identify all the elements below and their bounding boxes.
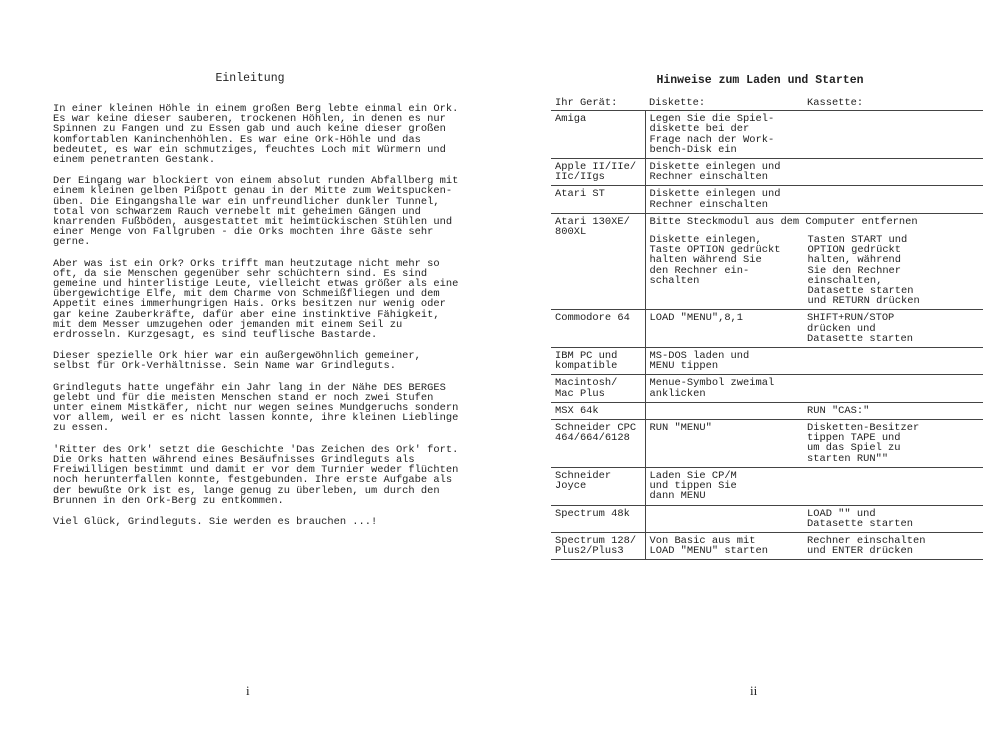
merged-cell xyxy=(645,213,983,310)
paragraph: Aber was ist ein Ork? Orks trifft man heutzutage nicht mehr so oft, da sie Menschen gegenüber sehr schüchtern sind. Es sind gemeine und hinterlistige Leute, vielleicht etwas größer als eine übergewichtige Elfe, mit dem Charme von Schmeißfliegen und dem Appetit eines immerhungrigen Hais. Orks besitzen nur wenig oder gar keine Zauberkräfte, dafür aber eine instinktive Fähigkeit, mit dem Messer umzugehen oder jemanden mit einem Seil zu erdrosseln. Kurzgesagt, es sind teuflische Bastarde. xyxy=(53,257,459,342)
table-row xyxy=(551,420,983,468)
device-cell: Spectrum 48k xyxy=(551,505,645,532)
table-row xyxy=(551,402,983,419)
paragraph: Grindleguts hatte ungefähr ein Jahr lang in der Nähe DES BERGES gelebt und für die meisten Menschen stand er noch zwei Stufen unter einem Mistkäfer, nicht nur wegen seines Mundgeruchs sondern vor allem, weil er es nicht lassen konnte, ihre kleinen Lieblinge zu essen. xyxy=(53,381,459,435)
disk-cell: MS-DOS laden und MENU tippen xyxy=(645,348,803,375)
table-row xyxy=(551,532,983,559)
tape-cell xyxy=(803,467,983,505)
disk-cell: Legen Sie die Spiel- diskette bei der Frage nach der Work- bench-Disk ein xyxy=(645,111,803,159)
paragraph: Der Eingang war blockiert von einem absolut runden Abfallberg mit einem kleinen gelben Pißpott genau in der Mitte zum Weitspucken- üben. Die Eingangshalle war ein unfreundlicher dunkler Tunnel, total von schwarzem Rauch vernebelt mit geheimen Gängen und knarrenden Fußböden, ausgestattet mit heimtückischen Stühlen und einer Menge von Fallgruben - die Orks mochten ihre Gäste sehr gerne. xyxy=(53,175,459,249)
tape-cell xyxy=(803,111,983,159)
table-row xyxy=(551,111,983,159)
disk-cell: Menue-Symbol zweimal anklicken xyxy=(645,375,803,402)
disk-cell: Laden Sie CP/M und tippen Sie dann MENU xyxy=(645,467,803,505)
tape-cell: Rechner einschalten und ENTER drücken xyxy=(803,532,983,559)
tape-cell xyxy=(803,348,983,375)
device-cell: Macintosh/ Mac Plus xyxy=(551,375,645,402)
device-cell: Schneider Joyce xyxy=(551,467,645,505)
tape-cell: RUN "CAS:" xyxy=(803,402,983,419)
disk-cell xyxy=(645,505,803,532)
page-title: Hinweise zum Laden und Starten xyxy=(656,74,864,87)
device-cell: Apple II/IIe/ IIc/IIgs xyxy=(551,159,645,186)
paragraph: Viel Glück, Grindleguts. Sie werden es brauchen ...! xyxy=(53,515,378,528)
device-cell: Atari 130XE/ 800XL xyxy=(551,213,645,310)
column-header-tape: Kassette: xyxy=(807,97,864,109)
tape-cell: LOAD "" und Datasette starten xyxy=(803,505,983,532)
table-row xyxy=(551,505,983,532)
tape-cell xyxy=(803,375,983,402)
disk-cell: Diskette einlegen und Rechner einschalten xyxy=(645,159,803,186)
loading-table xyxy=(551,96,983,560)
table-row xyxy=(551,467,983,505)
tape-cell: Disketten-Besitzer tippen TAPE und um das Spiel zu starten RUN"" xyxy=(803,420,983,468)
table-row xyxy=(551,348,983,375)
table-header-row xyxy=(551,96,983,111)
disk-cell: Diskette einlegen und Rechner einschalten xyxy=(645,186,803,213)
device-cell: MSX 64k xyxy=(551,402,645,419)
tape-cell xyxy=(803,159,983,186)
tape-cell: SHIFT+RUN/STOP drücken und Datasette starten xyxy=(803,310,983,348)
page-title: Einleitung xyxy=(215,72,285,85)
table-row xyxy=(551,159,983,186)
disk-instructions: Diskette einlegen, Taste OPTION gedrückt halten während Sie den Rechner ein- schalten xyxy=(649,234,781,287)
disk-cell: RUN "MENU" xyxy=(645,420,803,468)
table-row xyxy=(551,213,983,310)
disk-cell xyxy=(645,402,803,419)
table-row xyxy=(551,186,983,213)
page-number: i xyxy=(246,683,250,698)
tape-cell xyxy=(803,186,983,213)
device-cell: Amiga xyxy=(551,111,645,159)
column-header-device: Ihr Gerät: xyxy=(555,97,618,109)
device-cell: Schneider CPC 464/664/6128 xyxy=(551,420,645,468)
column-header-disk: Diskette: xyxy=(649,97,706,109)
disk-cell: Von Basic aus mit LOAD "MENU" starten xyxy=(645,532,803,559)
paragraph: 'Ritter des Ork' setzt die Geschichte 'Das Zeichen des Ork' fort. Die Orks hatten während eines Besäufnisses Grindleguts als Freiwilligen bestimmt und damit er vor dem Turnier weder flüchten noch herunterfallen konnte, festgebunden. Ihre erste Aufgabe als der bewußte Ork ist es, lange genug zu überleben, um durch den Brunnen in den Ork-Berg zu entkommen. xyxy=(53,443,459,507)
paragraph: Dieser spezielle Ork hier war ein außergewöhnlich gemeiner, selbst für Ork-Verhältnisse. Sein Name war Grindleguts. xyxy=(53,350,421,373)
device-cell: Commodore 64 xyxy=(551,310,645,348)
table-row xyxy=(551,310,983,348)
intro-text xyxy=(53,104,481,538)
tape-instructions: Tasten START und OPTION gedrückt halten, während Sie den Rechner einschalten, Datasette starten und RETURN drücken xyxy=(807,234,920,308)
device-cell: IBM PC und kompatible xyxy=(551,348,645,375)
device-cell: Spectrum 128/ Plus2/Plus3 xyxy=(551,532,645,559)
paragraph: In einer kleinen Höhle in einem großen Berg lebte einmal ein Ork. Es war keine dieser sauberen, trockenen Höhlen, in denen es nur Spinnen zu Fangen und zu Essen gab und auch keine dieser großen komfortablen Kaninchenhöhlen. Es war eine Ork-Höhle und das bedeutet, es war ein schmutziges, feuchtes Loch mit Würmern und einem penetranten Gestank. xyxy=(53,103,459,167)
right-page xyxy=(500,0,1000,729)
row-note: Bitte Steckmodul aus dem Computer entfernen xyxy=(649,215,918,228)
page-number: ii xyxy=(750,683,758,698)
disk-cell: LOAD "MENU",8,1 xyxy=(645,310,803,348)
device-cell: Atari ST xyxy=(551,186,645,213)
table-row xyxy=(551,375,983,402)
